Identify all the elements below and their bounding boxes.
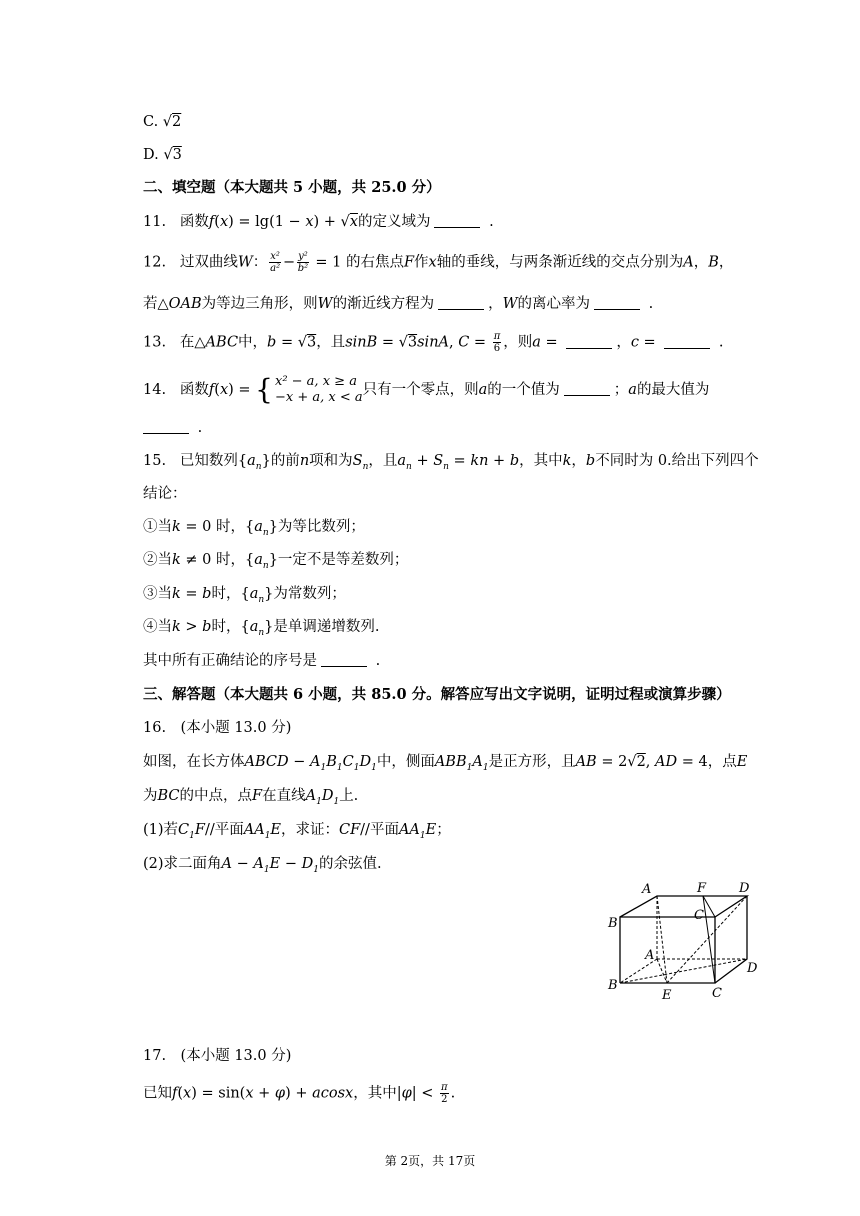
q16-text: 如图，在长方体 [143,754,245,770]
c4-text-2: 时， [211,619,241,635]
label-e: E [662,988,672,1003]
conclusion-2: ②当k ≠ 0 时，$\{a_n\}$一定不是等差数列； [143,552,409,571]
c4-text-3: 是单调递增数列. [273,619,380,635]
q11-text-2: 的定义域为 [357,214,431,230]
q17-end: . [450,1085,456,1102]
q13-text-3: ，且 [316,334,346,351]
c2-text-3: 一定不是等差数列； [277,552,409,568]
conclusion-3: ③当k = b时，$\{a_n\}$为常数列； [143,586,346,605]
answer-blank [664,334,710,349]
c2-text-2: 时， [216,552,245,568]
answer-blank [594,295,640,310]
option-c: C. √2 [143,114,182,130]
c1-text-3: 为等比数列； [277,519,365,535]
q13-text-2: 中， [238,334,268,351]
q12-line2-text-3: 的渐近线方程为 [332,296,435,312]
question-12-line-2: 若△OAB为等边三角形，则W的渐近线方程为 ，W的离心率为 . [143,296,654,312]
q12-text: 过双曲线 [179,254,238,271]
q12-text-5: ， [693,254,709,271]
q15-text-5: ，其中 [519,453,563,469]
c1-text: ①当 [143,519,172,535]
answer-blank [143,419,189,434]
q16-line2-text: 为 [143,788,158,804]
option-d-label: D. [143,147,159,163]
q16-part2-text: (2)求二面角 [143,856,222,872]
c4-text: ④当 [143,619,172,635]
q12-line2-text-2: 为等边三角形，则 [201,296,318,312]
question-16-part-2: (2)求二面角$A - A_1E - D_1$的余弦值. [143,856,382,875]
q15-text-3: 项和为 [309,453,353,469]
q14-text-5: 的最大值为 [636,382,710,398]
label-a1: A [642,882,652,897]
c2-text: ②当 [143,552,172,568]
question-16-line-1: 如图，在长方体ABCD − $A_1B_1C_1D_1$中，侧面$ABB_1A_1$是正方形，且AB = 2√2, AD = 4，点E [143,754,748,773]
q17-text-2: ，其中 [353,1085,397,1102]
q16-text-2: 中，侧面 [376,754,435,770]
c3-text: ③当 [143,586,172,602]
q12-line2-text-5: 的离心率为 [517,296,590,312]
q13-end: . [718,334,724,351]
q14-text-3: 的一个值为 [487,382,560,398]
label-d: D [747,961,758,976]
answer-blank [564,381,610,396]
question-13: 13. 在△ABC中，b = √3，且sinB = √3sinA, C = $\frac{\pi}{6}$ ，则a = ，c = . [143,331,724,354]
q12-line2-text: 若△ [143,296,169,312]
section-2-heading: 二、填空题（本大题共 5 小题，共 25.0 分） [143,179,441,196]
label-c: C [712,986,722,1001]
q15-last-text: 其中所有正确结论的序号是 [143,653,317,669]
q13-text: 在△ [179,334,206,351]
question-14-line-2 [143,418,202,438]
q14-end: . [197,420,203,436]
label-d1: D [739,881,750,896]
answer-blank [438,295,484,310]
q16-line2-text-2: 的中点，点 [179,788,253,804]
q12-end: . [648,296,654,312]
q15-text-7: 不同时为 0.给出下列四个 [595,453,759,469]
q15-text-2: 的前 [270,453,300,469]
q16-part1-text-4: 平面 [369,822,399,838]
q16-part1-text-3: ，求证： [281,822,340,838]
q16-part1-text-5: ； [436,822,451,838]
question-15-last [143,651,380,671]
q16-part1-text: (1)若 [143,822,179,838]
question-16-part-1: (1)若$C_1F//$平面$AA_1E$，求证：CF//平面$AA_1E$； [143,822,451,841]
cuboid-figure [605,875,765,1005]
q11-text: 函数 [179,214,209,230]
question-11: 11. 函数f(x) = lg(1 − x) + √x的定义域为 . [143,214,494,230]
q14-text-4: ； [613,382,629,398]
q17-text: 已知 [143,1085,172,1102]
q14-number: 14. [143,382,167,398]
q12-text-4: 轴的垂线，与两条渐近线的交点分别为 [436,254,684,271]
q11-number: 11. [143,214,167,230]
c1-text-2: 时， [216,519,245,535]
q16-line2-text-4: 上. [339,788,359,804]
question-16-line-2: 为BC的中点，点F在直线$A_1D_1$上. [143,788,359,807]
q11-end: . [489,214,494,230]
label-a: A [645,948,655,963]
question-12: 12. 过双曲线W： $\frac{\text{x²}}{\text{a²}}$ − $\frac{\text{y²}}{\text{b²}}$ = 1 的右焦点F作x轴的垂线，与两条渐近线的交点分别为A，B， [143,251,734,274]
c3-text-3: 为常数列； [273,586,346,602]
q12-number: 12. [143,254,167,271]
q15-text-6: ， [571,453,586,469]
q16-part1-text-2: 平面 [214,822,244,838]
page-footer: 第 2页，共 17页 [384,1154,476,1168]
q16-text-3: 是正方形，且 [488,754,576,770]
q12-text-2: 的右焦点 [345,254,404,271]
label-b: B [608,978,618,993]
q16-part2-text-2: 的余弦值. [318,856,382,872]
q16-text-4: ，点 [707,754,737,770]
question-16-heading: 16. (本小题 13.0 分) [143,720,292,736]
q15-text-4: ，且 [368,453,398,469]
conclusion-4: ④当k > b时，$\{a_n\}$是单调递增数列. [143,619,380,638]
q12-text-3: 作 [414,254,429,271]
q13-text-4: ，则 [503,334,533,351]
question-17-line-1: 已知f(x) = sin(x + φ) + acosx，其中|φ| < $\frac{\pi}{2}$ . [143,1082,456,1105]
answer-blank [321,652,367,667]
q15-end: . [375,653,381,669]
q16-line2-text-3: 在直线 [262,788,306,804]
label-f: F [697,881,707,896]
question-15-line-2: 结论： [143,486,187,502]
q15-text: 已知数列 [179,453,238,469]
label-c1: C [694,908,704,923]
question-17-heading: 17. (本小题 13.0 分) [143,1048,292,1064]
c3-text-2: 时， [211,586,241,602]
question-14: 14. 函数f(x) = { x² − a, x ≥ a −x + a, x < a 只有一个零点，则a的一个值为 ；a的最大值为 [143,373,710,406]
question-15: 15. 已知数列$\{a_n\}$的前n项和为$S_n$，且$a_n + S_n$ = kn + b，其中k，b不同时为 0.给出下列四个 [143,453,759,472]
q12-line2-text-4: ， [488,296,503,312]
label-b1: B [608,916,618,931]
option-d: D. √3 [143,147,182,163]
q14-text-2: 只有一个零点，则 [362,382,479,398]
option-c-label: C. [143,114,159,130]
q15-number: 15. [143,453,167,469]
conclusion-1: ①当k = 0 时，$\{a_n\}$为等比数列； [143,519,365,538]
section-3-heading: 三、解答题（本大题共 6 小题，共 85.0 分。解答应写出文字说明，证明过程或演算步骤） [143,686,731,703]
answer-blank [566,334,612,349]
q14-text: 函数 [179,382,209,398]
answer-blank [434,213,480,228]
q13-number: 13. [143,334,167,351]
